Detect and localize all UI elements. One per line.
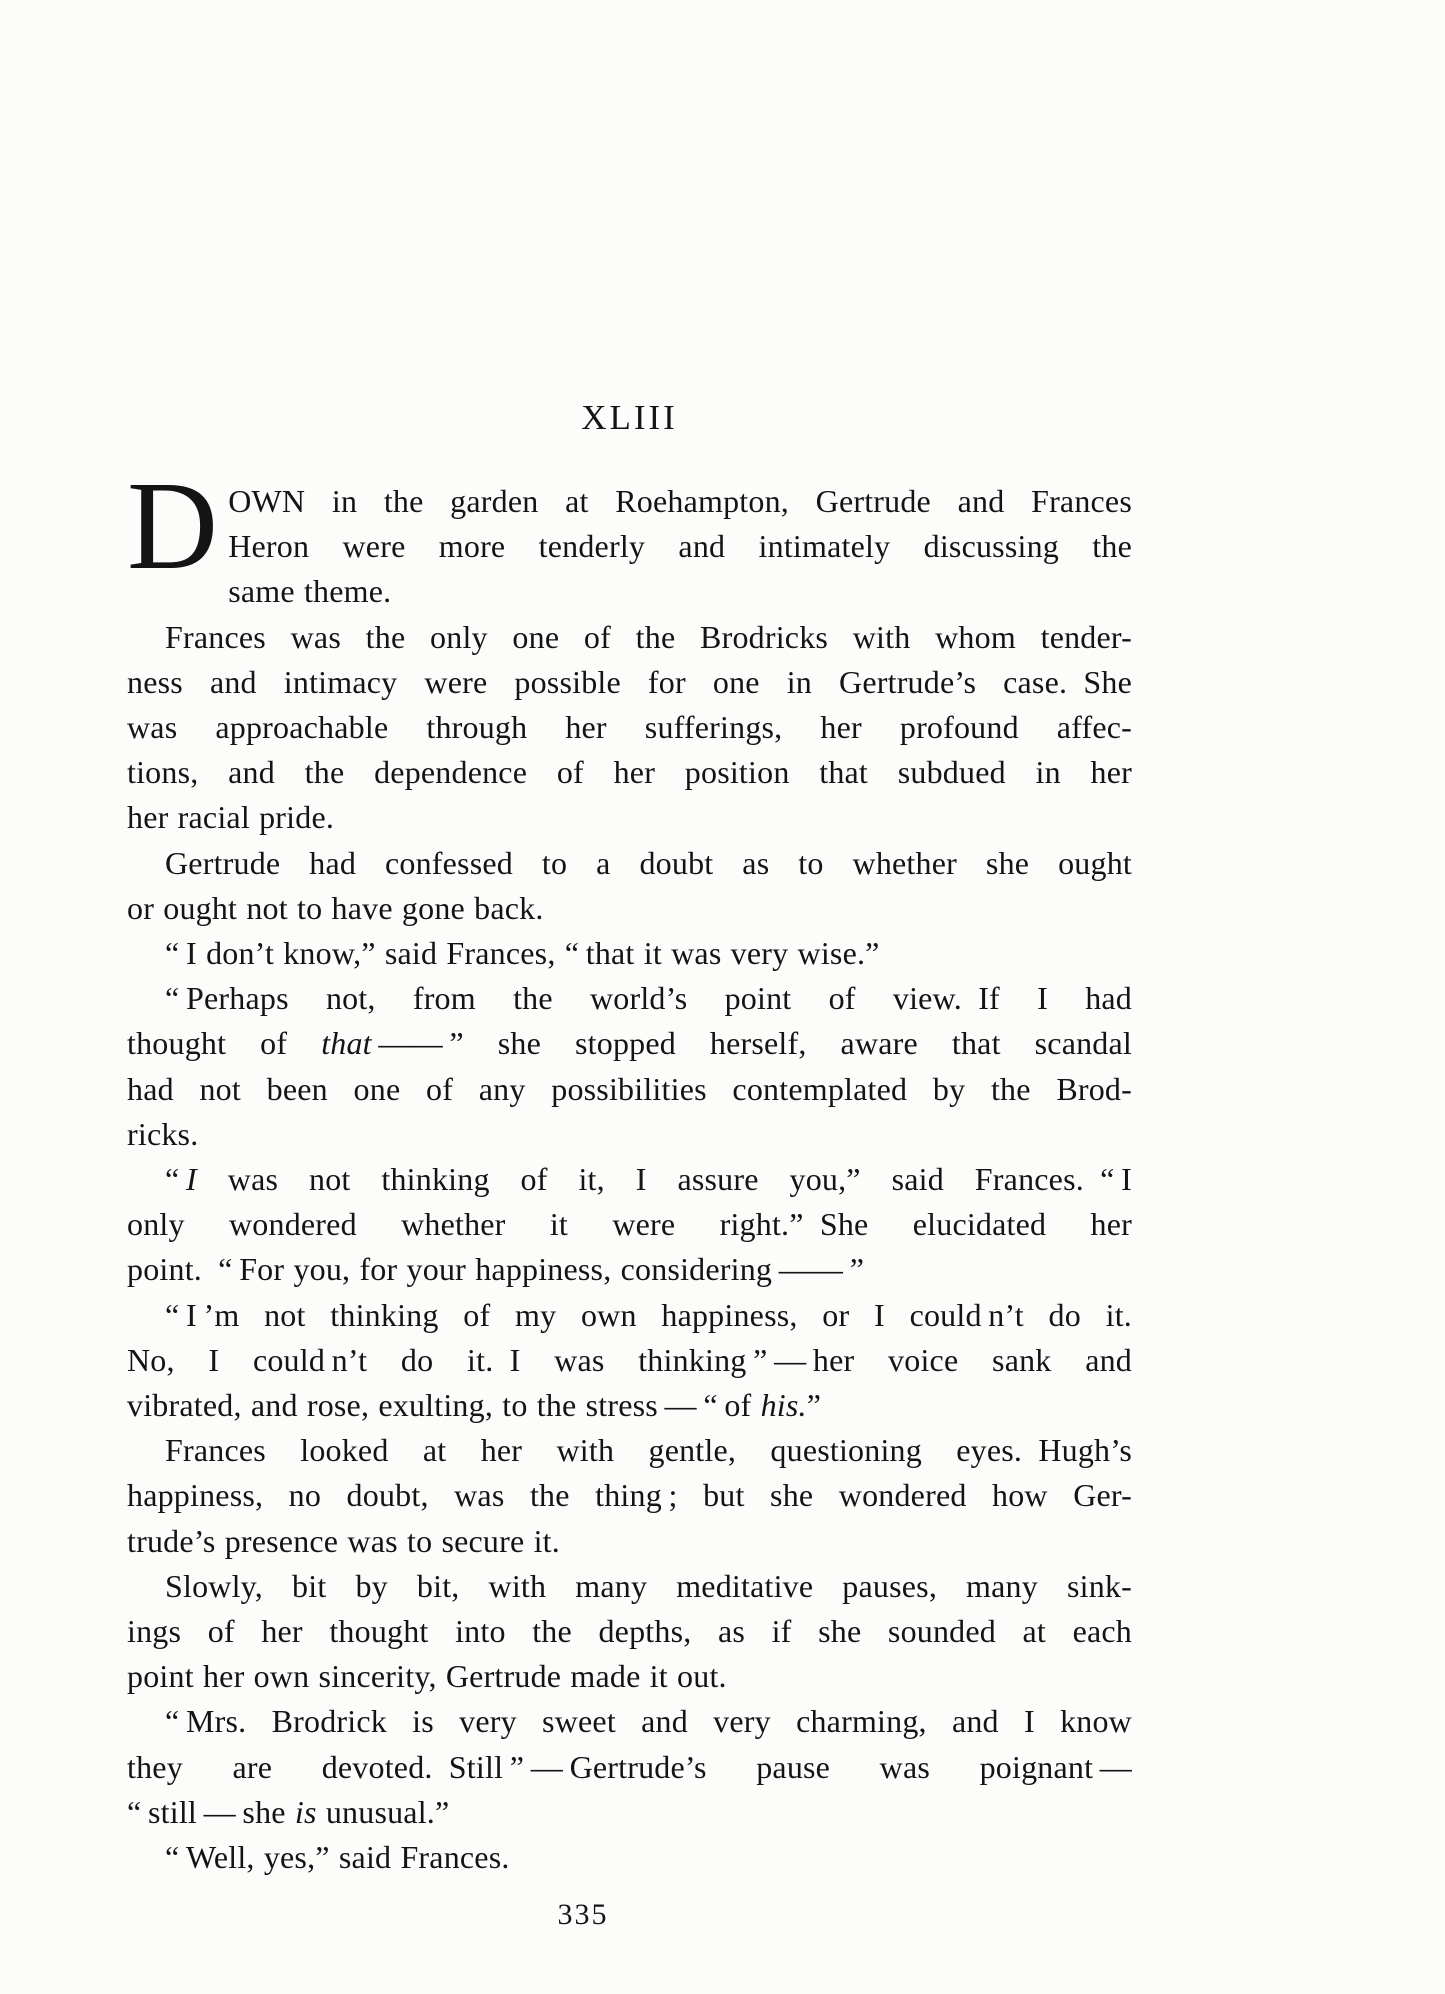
text-line: “ I ’m not thinking of my own happiness, or I could n’t do it.	[165, 1296, 1132, 1333]
text-line: “ Mrs. Brodrick is very sweet and very charming, and I know	[165, 1703, 1132, 1740]
text-line: Frances was the only one of the Brodricks with whom tender-	[165, 618, 1132, 655]
paragraph	[127, 1428, 1132, 1564]
text-line: Gertrude had confessed to a doubt as to whether she ought	[165, 844, 1132, 881]
text-line: point. “ For you, for your happiness, considering —— ”	[127, 1251, 865, 1288]
drop-cap-letter: D	[127, 457, 219, 596]
text-line: DOWN in the garden at Roehampton, Gertrude and Frances	[127, 457, 1132, 596]
text-line: Frances looked at her with gentle, questioning eyes. Hugh’s	[165, 1432, 1132, 1469]
text-line: trude’s presence was to secure it.	[127, 1522, 560, 1559]
text-line: they are devoted. Still ” — Gertrude’s pause was poignant —	[127, 1748, 1132, 1785]
text-line: ricks.	[127, 1115, 199, 1152]
text-line: Heron were more tenderly and intimately discussing the	[228, 528, 1132, 565]
text-line: happiness, no doubt, was the thing ; but she wondered how Ger-	[127, 1477, 1132, 1514]
paragraph	[127, 1835, 1132, 1880]
text-line: “ Perhaps not, from the world’s point of view. If I had	[165, 980, 1132, 1017]
text-line: was approachable through her sufferings, her profound affec-	[127, 709, 1132, 746]
text-line: only wondered whether it were right.” She elucidated her	[127, 1206, 1132, 1243]
page-text	[127, 457, 1133, 1880]
text-line: “ Well, yes,” said Frances.	[165, 1839, 510, 1876]
paragraph	[127, 457, 1132, 615]
text-line: same theme.	[228, 573, 392, 610]
text-line: point her own sincerity, Gertrude made it out.	[127, 1658, 727, 1695]
paragraph	[127, 615, 1132, 841]
text-line: her racial pride.	[127, 799, 335, 836]
text-line: No, I could n’t do it. I was thinking ” — her voice sank and	[127, 1341, 1132, 1378]
text-line: or ought not to have gone back.	[127, 889, 544, 926]
paragraph	[127, 1293, 1132, 1429]
text-line: “ I was not thinking of it, I assure you,” said Frances. “ I	[165, 1161, 1132, 1198]
text-line: ness and intimacy were possible for one in Gertrude’s case. She	[127, 663, 1132, 700]
paragraph	[127, 976, 1132, 1157]
paragraph	[127, 841, 1132, 931]
text-line: “ I don’t know,” said Frances, “ that it was very wise.”	[165, 935, 880, 972]
paragraph	[127, 931, 1132, 976]
text-line: had not been one of any possibilities contemplated by the Brod-	[127, 1070, 1132, 1107]
page-number: 335	[557, 1898, 609, 1931]
text-line: tions, and the dependence of her position that subdued in her	[127, 754, 1132, 791]
paragraph	[127, 1564, 1132, 1700]
text-line: “ still — she is unusual.”	[127, 1793, 450, 1830]
text-line: ings of her thought into the depths, as if she sounded at each	[127, 1613, 1132, 1650]
text-line: thought of that —— ” she stopped herself, aware that scandal	[127, 1025, 1133, 1062]
paragraph	[127, 1699, 1132, 1835]
chapter-heading: XLIII	[581, 398, 678, 437]
text-line: vibrated, and rose, exulting, to the stress — “ of his.”	[127, 1387, 822, 1424]
text-line: Slowly, bit by bit, with many meditative pauses, many sink-	[165, 1567, 1132, 1604]
paragraph	[127, 1157, 1132, 1293]
